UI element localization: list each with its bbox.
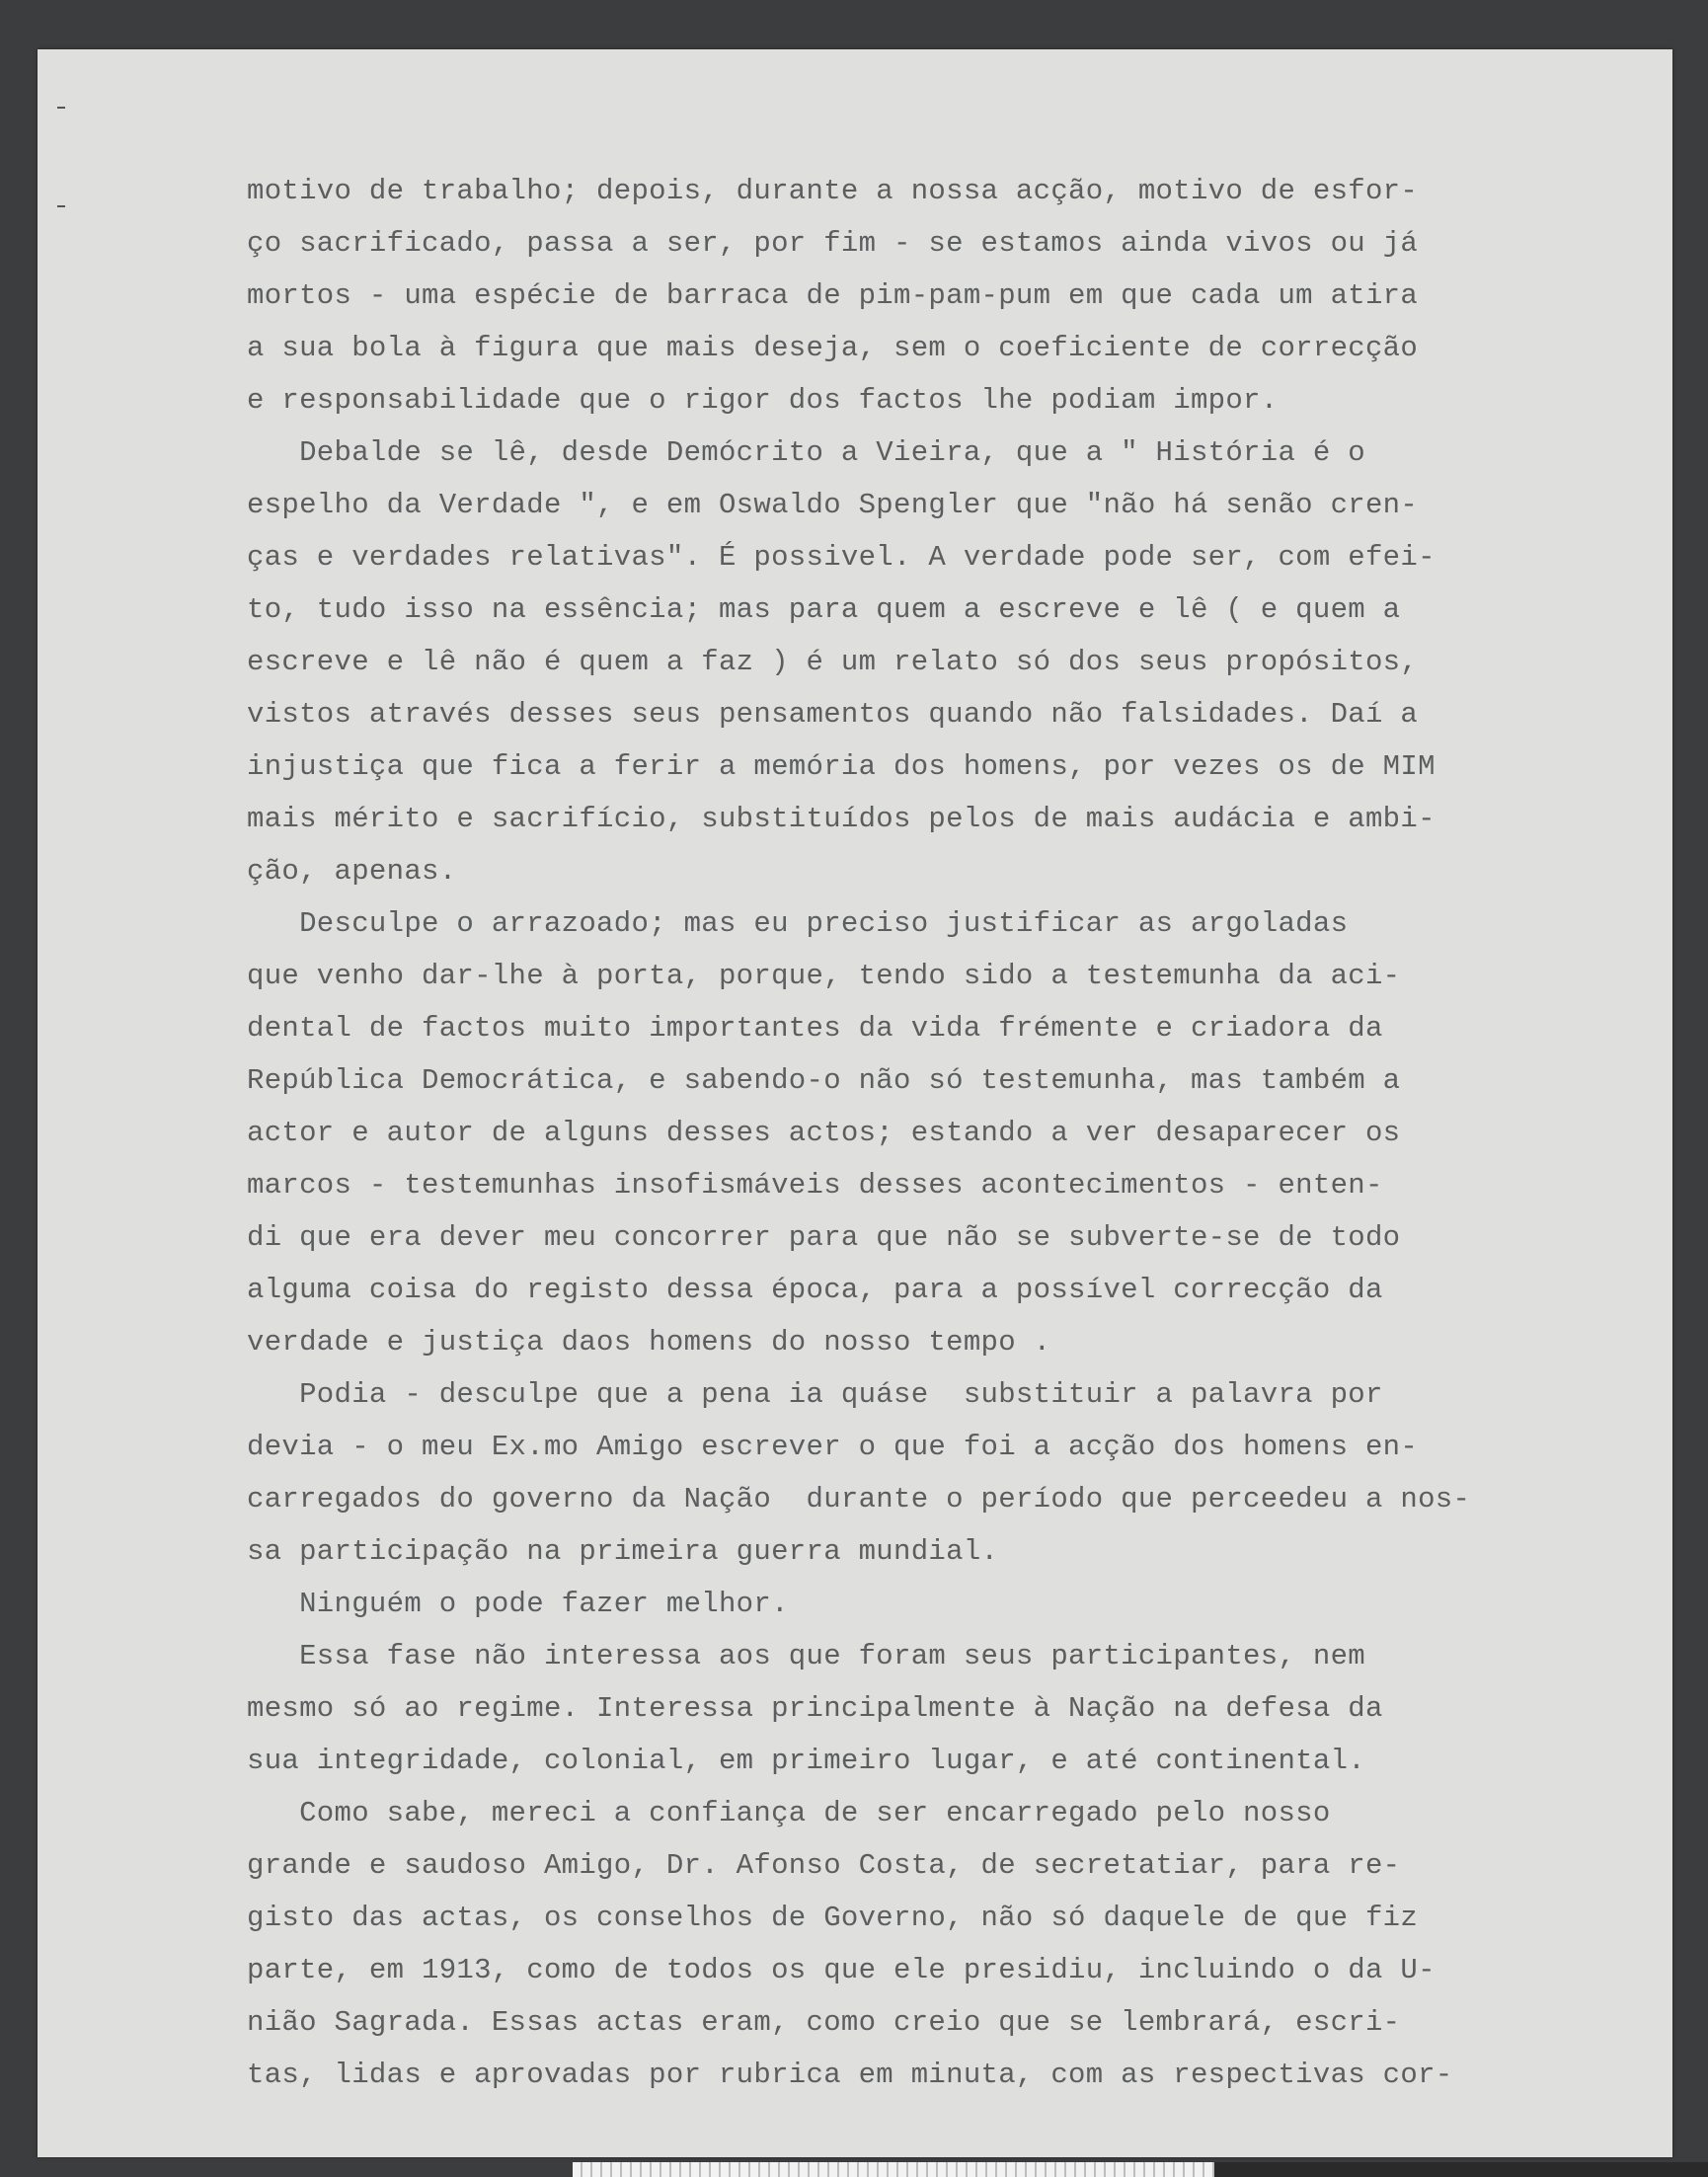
scan-ruler-strip (573, 2162, 1708, 2177)
text-line: verdade e justiça daos homens do nosso tempo . (247, 1326, 1051, 1359)
text-line: dental de factos muito importantes da vida frémente e criadora da (247, 1012, 1383, 1045)
text-line: a sua bola à figura que mais deseja, sem o coeficiente de correcção (247, 332, 1419, 364)
text-line: e responsabilidade que o rigor dos factos lhe podiam impor. (247, 384, 1279, 417)
text-line: motivo de trabalho; depois, durante a nossa acção, motivo de esfor- (247, 175, 1419, 207)
text-line: espelho da Verdade ", e em Oswaldo Spengler que "não há senão cren- (247, 489, 1419, 521)
text-line: Como sabe, mereci a confiança de ser encarregado pelo nosso (247, 1797, 1331, 1829)
typed-letter-body (247, 165, 1639, 2101)
text-line: to, tudo isso na essência; mas para quem a escreve e lê ( e quem a (247, 593, 1401, 626)
text-line: escreve e lê não é quem a faz ) é um relato só dos seus propósitos, (247, 646, 1419, 678)
text-line: Debalde se lê, desde Demócrito a Vieira, que a " História é o (247, 436, 1365, 469)
text-line: grande e saudoso Amigo, Dr. Afonso Costa, de secretatiar, para re- (247, 1849, 1401, 1882)
text-line: di que era dever meu concorrer para que não se subverte-se de todo (247, 1221, 1401, 1254)
text-line: Ninguém o pode fazer melhor. (247, 1588, 789, 1620)
text-line: Desculpe o arrazoado; mas eu preciso justificar as argoladas (247, 907, 1349, 940)
text-line: ço sacrificado, passa a ser, por fim - se estamos ainda vivos ou já (247, 227, 1419, 260)
text-line: sa participação na primeira guerra mundial. (247, 1535, 999, 1568)
margin-mark (57, 107, 65, 109)
text-line: ção, apenas. (247, 855, 457, 888)
text-line: sua integridade, colonial, em primeiro lugar, e até continental. (247, 1745, 1365, 1777)
text-line: mortos - uma espécie de barraca de pim-pam-pum em que cada um atira (247, 279, 1419, 312)
text-line: devia - o meu Ex.mo Amigo escrever o que foi a acção dos homens en- (247, 1431, 1419, 1463)
text-line: injustiça que fica a ferir a memória dos homens, por vezes os de MIM (247, 750, 1436, 783)
document-page (38, 49, 1672, 2157)
text-line: alguma coisa do registo dessa época, para a possível correcção da (247, 1274, 1383, 1306)
text-line: tas, lidas e aprovadas por rubrica em minuta, com as respectivas cor- (247, 2059, 1453, 2091)
text-line: mais mérito e sacrifício, substituídos pelos de mais audácia e ambi- (247, 803, 1436, 835)
margin-mark (57, 205, 65, 207)
text-line: República Democrática, e sabendo-o não só testemunha, mas também a (247, 1064, 1401, 1097)
text-line: gisto das actas, os conselhos de Governo, não só daquele de que fiz (247, 1902, 1419, 1934)
text-line: parte, em 1913, como de todos os que ele presidiu, incluindo o da U- (247, 1954, 1436, 1986)
text-line: Podia - desculpe que a pena ia quáse substituir a palavra por (247, 1378, 1383, 1411)
text-line: carregados do governo da Nação durante o período que perceedeu a nos- (247, 1483, 1471, 1516)
text-line: vistos através desses seus pensamentos quando não falsidades. Daí a (247, 698, 1419, 731)
text-line: actor e autor de alguns desses actos; estando a ver desaparecer os (247, 1117, 1401, 1149)
text-line: ças e verdades relativas". É possivel. A verdade pode ser, com efei- (247, 541, 1436, 574)
text-line: marcos - testemunhas insofismáveis desses acontecimentos - enten- (247, 1169, 1383, 1202)
text-line: mesmo só ao regime. Interessa principalmente à Nação na defesa da (247, 1692, 1383, 1725)
text-line: Essa fase não interessa aos que foram seus participantes, nem (247, 1640, 1365, 1672)
text-line: nião Sagrada. Essas actas eram, como creio que se lembrará, escri- (247, 2006, 1401, 2039)
text-line: que venho dar-lhe à porta, porque, tendo sido a testemunha da aci- (247, 960, 1401, 992)
scan-ruler-dark-segment (1214, 2162, 1708, 2177)
